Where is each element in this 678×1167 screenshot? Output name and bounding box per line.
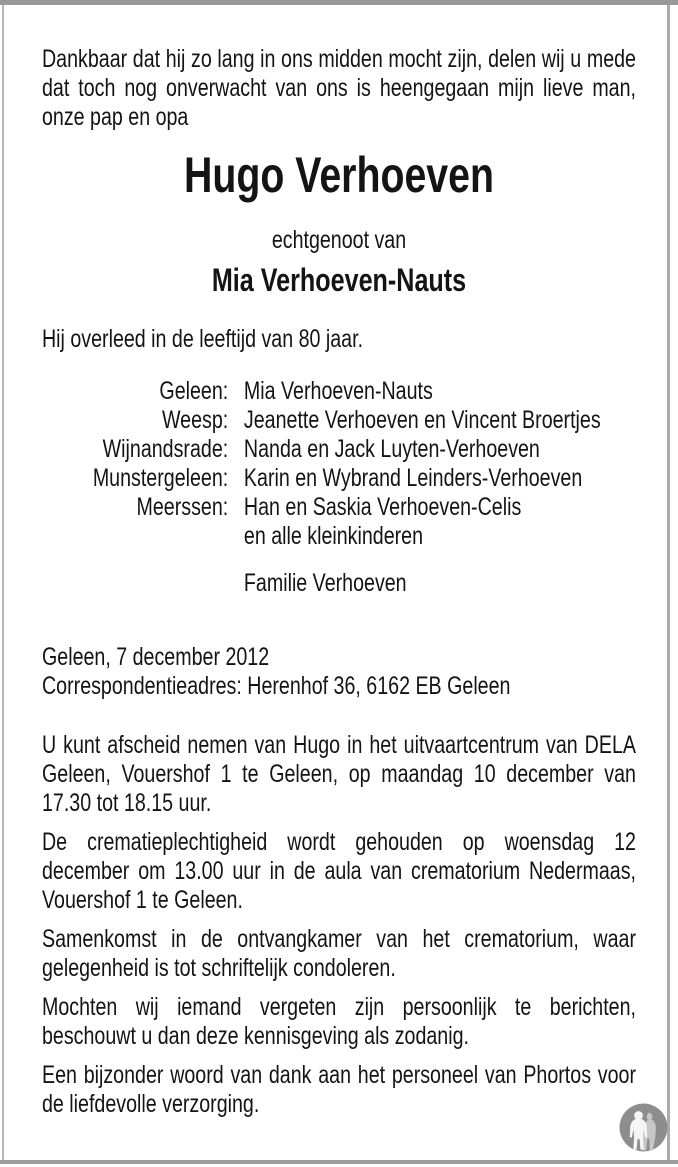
family-place: Wijnandsrade: <box>102 435 229 463</box>
family-row <box>42 493 636 522</box>
embracing-figures-icon <box>619 1103 668 1152</box>
age-line: Hij overleed in de leeftijd van 80 jaar. <box>42 325 364 353</box>
family-names: Karin en Wybrand Leinders-Verhoeven <box>243 464 583 492</box>
family-row <box>42 464 636 493</box>
announcement-paragraph: De crematieplechtigheid wordt gehouden op woensdag 12 december om 13.00 uur in de aula van crematorium Nedermaas, Vouershof 1 te Geleen. <box>42 828 636 914</box>
family-names: en alle kleinkinderen <box>243 522 424 550</box>
embracing-figures-logo <box>619 1103 668 1152</box>
family-place <box>42 522 228 551</box>
date-address-block <box>42 643 636 701</box>
page-border-top <box>0 0 678 5</box>
family-row <box>42 406 636 435</box>
page-border-right <box>667 5 670 1160</box>
family-place: Geleen: <box>159 377 229 405</box>
announcement-paragraphs <box>42 731 636 1129</box>
announcement-paragraph: Een bijzonder woord van dank aan het personeel van Phortos voor de liefdevolle verzorging. <box>42 1061 636 1118</box>
correspondence-address: Correspondentieadres: Herenhof 36, 6162 EB Geleen <box>42 672 511 700</box>
family-row <box>42 377 636 406</box>
page-border-bottom <box>0 1160 678 1164</box>
family-row <box>42 522 636 551</box>
family-row <box>42 435 636 464</box>
family-list <box>42 377 636 551</box>
family-place: Weesp: <box>161 406 229 434</box>
family-names: Mia Verhoeven-Nauts <box>243 377 433 405</box>
family-signature: Familie Verhoeven <box>243 569 407 597</box>
family-names: Jeanette Verhoeven en Vincent Broertjes <box>243 406 601 434</box>
family-names: Han en Saskia Verhoeven-Celis <box>243 493 522 521</box>
intro-text: Dankbaar dat hij zo lang in ons midden mocht zijn, delen wij u mede dat toch nog onverwacht van ons is heengegaan mijn lieve man, onze pap en opa <box>42 45 636 131</box>
spouse-name: Mia Verhoeven-Nauts <box>211 262 467 298</box>
deceased-name: Hugo Verhoeven <box>184 147 494 203</box>
family-place: Meerssen: <box>136 493 229 521</box>
relation-line: echtgenoot van <box>271 226 407 254</box>
date-place-line: Geleen, 7 december 2012 <box>42 643 270 671</box>
family-place: Munstergeleen: <box>92 464 229 492</box>
announcement-paragraph: Mochten wij iemand vergeten zijn persoonlijk te berichten, beschouwt u dan deze kennisgeving als zodanig. <box>42 993 636 1050</box>
announcement-paragraph: Samenkomst in de ontvangkamer van het crematorium, waar gelegenheid is tot schriftelijk condoleren. <box>42 925 636 982</box>
announcement-paragraph: U kunt afscheid nemen van Hugo in het uitvaartcentrum van DELA Geleen, Vouershof 1 te Geleen, op maandag 10 december van 17.30 tot 18.15 uur. <box>42 731 636 817</box>
family-names: Nanda en Jack Luyten-Verhoeven <box>243 435 540 463</box>
page-border-left <box>2 5 4 1160</box>
